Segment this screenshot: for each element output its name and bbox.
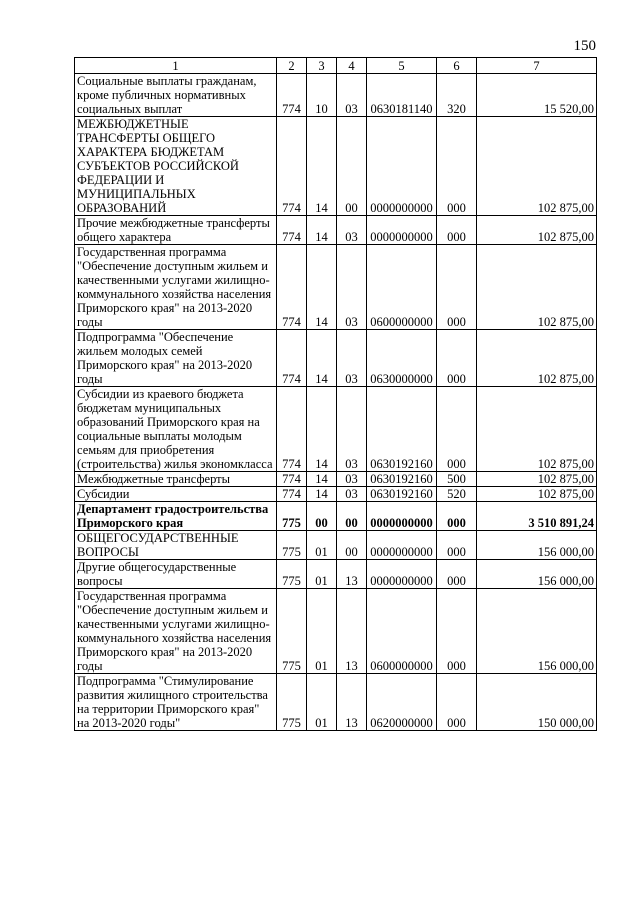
section-code-cell: 01 — [307, 674, 337, 731]
row-name-cell: Государственная программа "Обеспечение доступным жильем и качественными услугами жилищно-коммунального хозяйства населения Приморского края" на 2013-2020 годы — [75, 245, 277, 330]
row-name-cell: Подпрограмма "Стимулирование развития жилищного строительства на территории Приморского края" на 2013-2020 годы" — [75, 674, 277, 731]
amount-cell: 102 875,00 — [477, 216, 597, 245]
amount-cell: 156 000,00 — [477, 560, 597, 589]
ministry-code-cell: 775 — [277, 589, 307, 674]
ministry-code-cell: 774 — [277, 216, 307, 245]
row-name-cell: Другие общегосударственные вопросы — [75, 560, 277, 589]
target-article-cell: 0620000000 — [367, 674, 437, 731]
subsection-code-cell: 03 — [337, 245, 367, 330]
table-row — [75, 117, 597, 216]
table-row — [75, 472, 597, 487]
table-row — [75, 74, 597, 117]
expense-type-cell: 000 — [437, 330, 477, 387]
target-article-cell: 0600000000 — [367, 589, 437, 674]
header-cell: 3 — [307, 58, 337, 74]
subsection-code-cell: 03 — [337, 216, 367, 245]
ministry-code-cell: 774 — [277, 387, 307, 472]
target-article-cell: 0600000000 — [367, 245, 437, 330]
target-article-cell: 0630000000 — [367, 330, 437, 387]
expense-type-cell: 000 — [437, 117, 477, 216]
expense-type-cell: 000 — [437, 560, 477, 589]
subsection-code-cell: 13 — [337, 560, 367, 589]
section-code-cell: 14 — [307, 216, 337, 245]
row-name-cell: Субсидии — [75, 487, 277, 502]
subsection-code-cell: 00 — [337, 502, 367, 531]
table-row — [75, 531, 597, 560]
subsection-code-cell: 03 — [337, 472, 367, 487]
section-code-cell: 14 — [307, 330, 337, 387]
amount-cell: 102 875,00 — [477, 387, 597, 472]
ministry-code-cell: 774 — [277, 330, 307, 387]
amount-cell: 3 510 891,24 — [477, 502, 597, 531]
amount-cell: 102 875,00 — [477, 330, 597, 387]
expense-type-cell: 000 — [437, 387, 477, 472]
subsection-code-cell: 03 — [337, 387, 367, 472]
expense-type-cell: 000 — [437, 589, 477, 674]
expense-type-cell: 320 — [437, 74, 477, 117]
section-code-cell: 01 — [307, 560, 337, 589]
expense-type-cell: 000 — [437, 674, 477, 731]
section-code-cell: 10 — [307, 74, 337, 117]
target-article-cell: 0630192160 — [367, 387, 437, 472]
amount-cell: 15 520,00 — [477, 74, 597, 117]
expense-type-cell: 520 — [437, 487, 477, 502]
table-row — [75, 674, 597, 731]
target-article-cell: 0630181140 — [367, 74, 437, 117]
subsection-code-cell: 00 — [337, 117, 367, 216]
target-article-cell: 0000000000 — [367, 216, 437, 245]
row-name-cell: Подпрограмма "Обеспечение жильем молодых семей Приморского края" на 2013-2020 годы — [75, 330, 277, 387]
ministry-code-cell: 775 — [277, 560, 307, 589]
target-article-cell: 0000000000 — [367, 560, 437, 589]
section-code-cell: 14 — [307, 245, 337, 330]
header-cell: 1 — [75, 58, 277, 74]
ministry-code-cell: 775 — [277, 674, 307, 731]
table-row — [75, 487, 597, 502]
table-row — [75, 330, 597, 387]
target-article-cell: 0000000000 — [367, 502, 437, 531]
amount-cell: 102 875,00 — [477, 472, 597, 487]
amount-cell: 102 875,00 — [477, 245, 597, 330]
header-cell: 7 — [477, 58, 597, 74]
subsection-code-cell: 03 — [337, 330, 367, 387]
target-article-cell: 0000000000 — [367, 531, 437, 560]
table-row — [75, 502, 597, 531]
table-row — [75, 216, 597, 245]
subsection-code-cell: 00 — [337, 531, 367, 560]
target-article-cell: 0630192160 — [367, 487, 437, 502]
subsection-code-cell: 03 — [337, 487, 367, 502]
row-name-cell: Субсидии из краевого бюджета бюджетам муниципальных образований Приморского края на социальные выплаты молодым семьям для приобретения (строительства) жилья экономкласса — [75, 387, 277, 472]
section-code-cell: 14 — [307, 387, 337, 472]
row-name-cell: Социальные выплаты гражданам, кроме публичных нормативных социальных выплат — [75, 74, 277, 117]
subsection-code-cell: 13 — [337, 674, 367, 731]
amount-cell: 156 000,00 — [477, 589, 597, 674]
expense-type-cell: 500 — [437, 472, 477, 487]
ministry-code-cell: 775 — [277, 502, 307, 531]
budget-table — [74, 57, 597, 731]
header-cell: 4 — [337, 58, 367, 74]
expense-type-cell: 000 — [437, 245, 477, 330]
section-code-cell: 14 — [307, 472, 337, 487]
target-article-cell: 0630192160 — [367, 472, 437, 487]
table-row — [75, 387, 597, 472]
amount-cell: 102 875,00 — [477, 117, 597, 216]
section-code-cell: 01 — [307, 589, 337, 674]
ministry-code-cell: 775 — [277, 531, 307, 560]
section-code-cell: 01 — [307, 531, 337, 560]
row-name-cell: Прочие межбюджетные трансферты общего характера — [75, 216, 277, 245]
table-row — [75, 589, 597, 674]
row-name-cell: Департамент градостроительства Приморского края — [75, 502, 277, 531]
ministry-code-cell: 774 — [277, 74, 307, 117]
header-row — [75, 58, 597, 74]
row-name-cell: ОБЩЕГОСУДАРСТВЕННЫЕ ВОПРОСЫ — [75, 531, 277, 560]
section-code-cell: 00 — [307, 502, 337, 531]
row-name-cell: Межбюджетные трансферты — [75, 472, 277, 487]
amount-cell: 150 000,00 — [477, 674, 597, 731]
header-cell: 6 — [437, 58, 477, 74]
expense-type-cell: 000 — [437, 531, 477, 560]
ministry-code-cell: 774 — [277, 117, 307, 216]
ministry-code-cell: 774 — [277, 487, 307, 502]
amount-cell: 156 000,00 — [477, 531, 597, 560]
expense-type-cell: 000 — [437, 502, 477, 531]
header-cell: 2 — [277, 58, 307, 74]
header-cell: 5 — [367, 58, 437, 74]
row-name-cell: МЕЖБЮДЖЕТНЫЕ ТРАНСФЕРТЫ ОБЩЕГО ХАРАКТЕРА БЮДЖЕТАМ СУБЪЕКТОВ РОССИЙСКОЙ ФЕДЕРАЦИИ И МУНИЦИПАЛЬНЫХ ОБРАЗОВАНИЙ — [75, 117, 277, 216]
subsection-code-cell: 13 — [337, 589, 367, 674]
row-name-cell: Государственная программа "Обеспечение доступным жильем и качественными услугами жилищно-коммунального хозяйства населения Приморского края" на 2013-2020 годы — [75, 589, 277, 674]
page-number: 150 — [573, 38, 596, 54]
section-code-cell: 14 — [307, 487, 337, 502]
table-row — [75, 560, 597, 589]
table-row — [75, 245, 597, 330]
subsection-code-cell: 03 — [337, 74, 367, 117]
ministry-code-cell: 774 — [277, 472, 307, 487]
target-article-cell: 0000000000 — [367, 117, 437, 216]
ministry-code-cell: 774 — [277, 245, 307, 330]
section-code-cell: 14 — [307, 117, 337, 216]
amount-cell: 102 875,00 — [477, 487, 597, 502]
expense-type-cell: 000 — [437, 216, 477, 245]
